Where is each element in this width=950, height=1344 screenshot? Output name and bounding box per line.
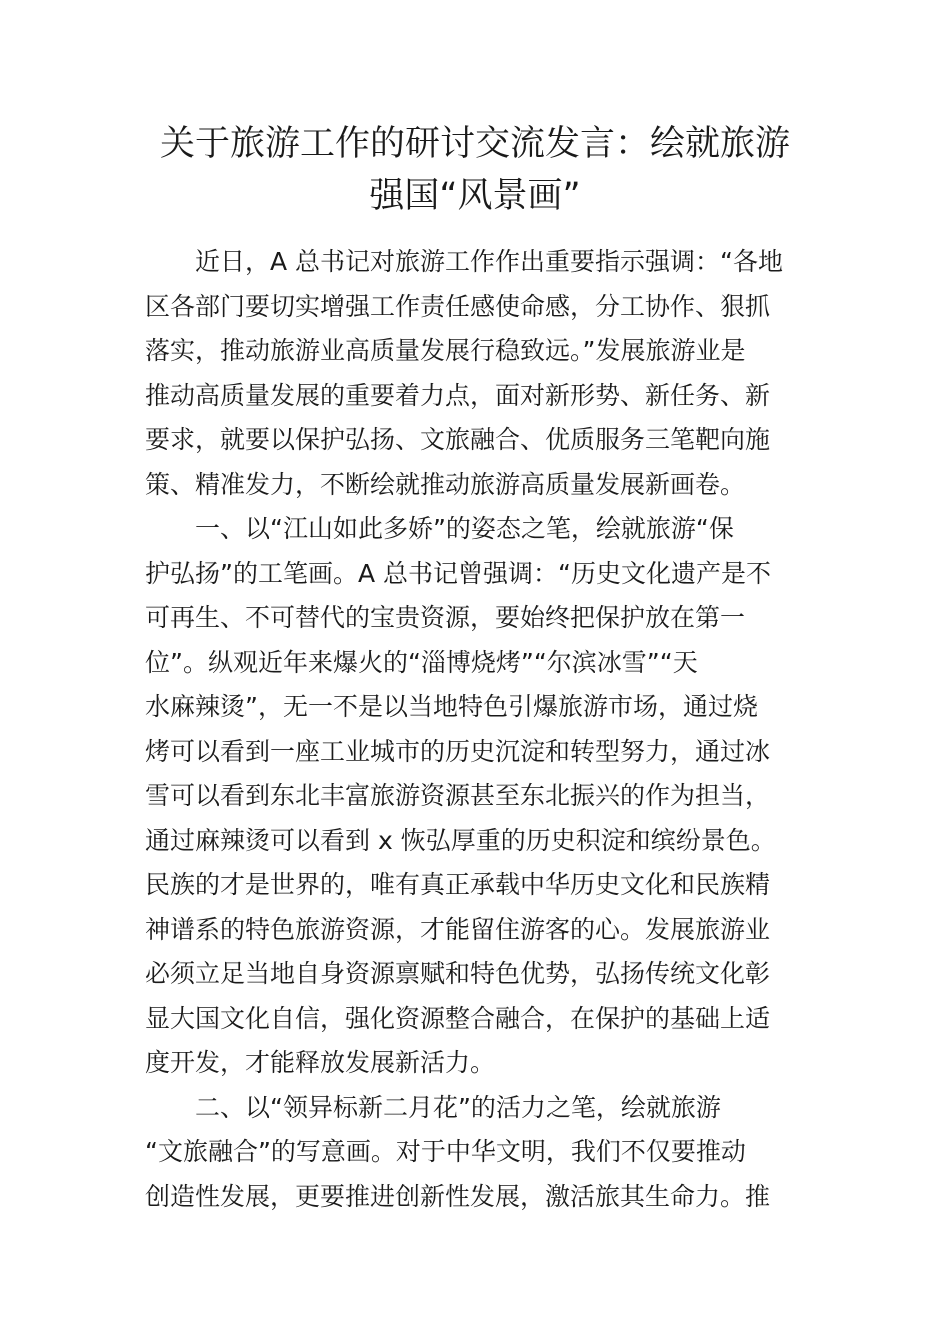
paragraph-line: 水麻辣烫”，无一不是以当地特色引爆旅游市场，通过烧 bbox=[145, 692, 758, 721]
document-title bbox=[140, 118, 810, 222]
paragraph-line: 一、以“江山如此多娇”的姿态之笔，绘就旅游“保 bbox=[195, 514, 734, 543]
paragraph-line: 要求，就要以保护弘扬、文旅融合、优质服务三笔靶向施 bbox=[145, 425, 771, 454]
paragraph-line: 护弘扬”的工笔画。A 总书记曾强调：“历史文化遗产是不 bbox=[145, 558, 771, 588]
paragraph-line: 近日，A 总书记对旅游工作作出重要指示强调：“各地 bbox=[195, 247, 784, 276]
paragraph-line: 度开发，才能释放发展新活力。 bbox=[145, 1048, 496, 1077]
paragraph-line: 位”。纵观近年来爆火的“淄博烧烤”“尔滨冰雪”“天 bbox=[145, 647, 698, 677]
paragraph-line: 烤可以看到一座工业城市的历史沉淀和转型努力，通过冰 bbox=[145, 736, 771, 766]
paragraph-section-two bbox=[145, 1086, 810, 1220]
paragraph-line: 民族的才是世界的，唯有真正承载中华历史文化和民族精 bbox=[145, 870, 771, 899]
paragraph-line: 创造性发展，更要推进创新性发展，激活旅其生命力。推 bbox=[145, 1181, 771, 1211]
paragraph-line: 雪可以看到东北丰富旅游资源甚至东北振兴的作为担当， bbox=[145, 781, 771, 810]
title-line-2: 强国“风景画” bbox=[369, 176, 581, 216]
paragraph-line: 策、精准发力，不断绘就推动旅游高质量发展新画卷。 bbox=[145, 469, 746, 499]
paragraph-line: 显大国文化自信，强化资源整合融合，在保护的基础上适 bbox=[145, 1003, 771, 1033]
paragraph-line: “文旅融合”的写意画。对于中华文明，我们不仅要推动 bbox=[145, 1137, 746, 1166]
paragraph-line: 区各部门要切实增强工作责任感使命感，分工协作、狠抓 bbox=[145, 291, 771, 321]
paragraph-section-one bbox=[145, 507, 810, 1086]
paragraph-intro bbox=[145, 240, 810, 507]
paragraph-line: 落实，推动旅游业高质量发展行稳致远。”发展旅游业是 bbox=[145, 336, 746, 365]
paragraph-line: 神谱系的特色旅游资源，才能留住游客的心。发展旅游业 bbox=[145, 914, 771, 944]
paragraph-line: 通过麻辣烫可以看到 x 恢弘厚重的历史积淀和缤纷景色。 bbox=[145, 825, 776, 855]
title-line-1: 关于旅游工作的研讨交流发言：绘就旅游 bbox=[159, 124, 790, 164]
paragraph-line: 必须立足当地自身资源禀赋和特色优势，弘扬传统文化彰 bbox=[145, 959, 771, 988]
paragraph-line: 可再生、不可替代的宝贵资源，要始终把保护放在第一 bbox=[145, 603, 746, 632]
paragraph-line: 二、以“领异标新二月花”的活力之笔，绘就旅游 bbox=[195, 1092, 721, 1122]
document-body bbox=[145, 240, 810, 1219]
paragraph-line: 推动高质量发展的重要着力点，面对新形势、新任务、新 bbox=[145, 380, 771, 410]
